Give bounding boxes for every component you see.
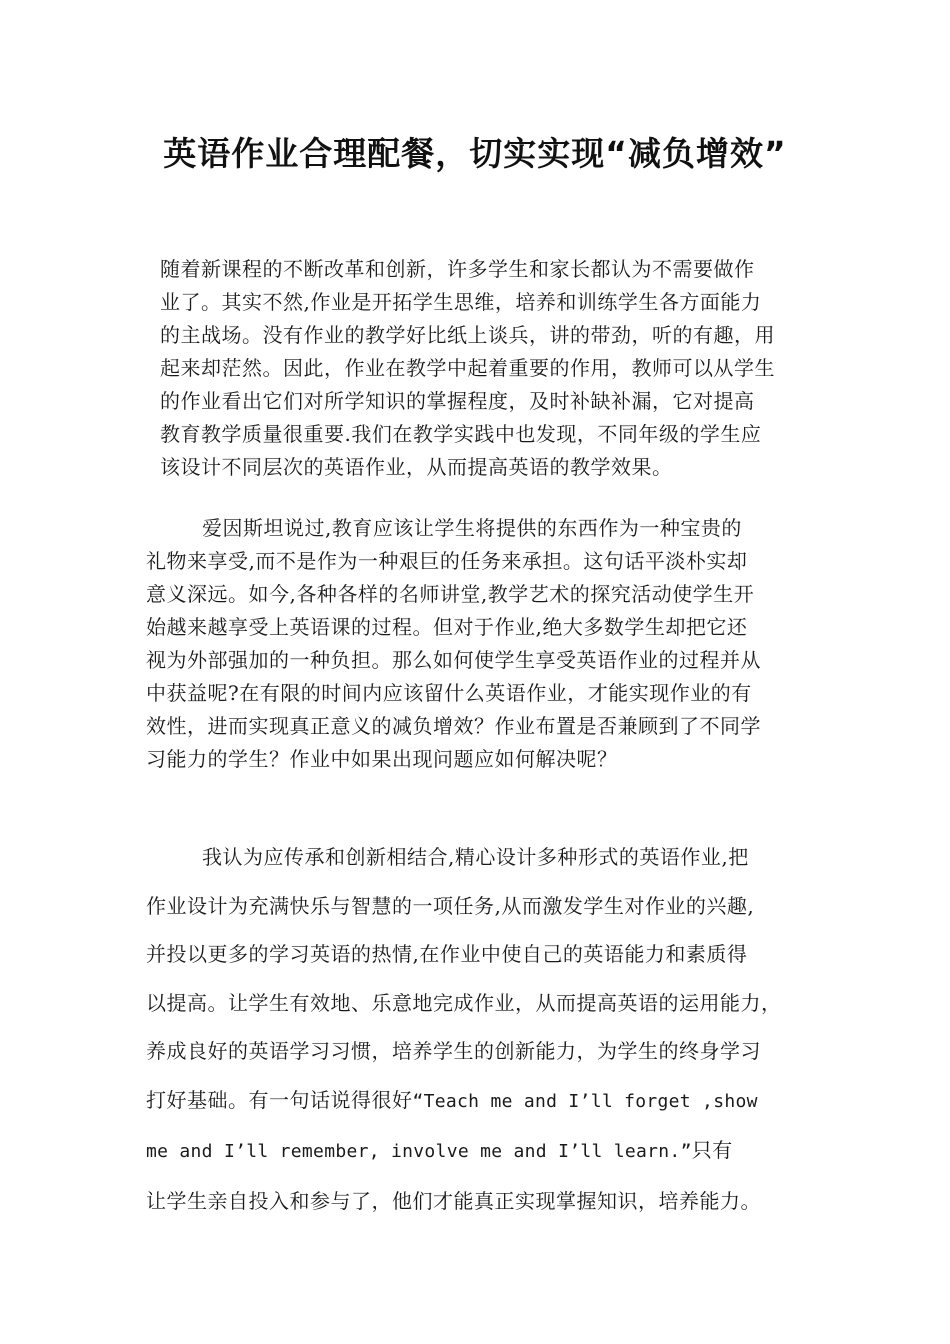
- paragraph-line: 并投以更多的学习英语的热情,在作业中使自己的英语能力和素质得: [146, 942, 748, 966]
- paragraph-line: 习能力的学生？作业中如果出现问题应如何解决呢？: [146, 747, 618, 771]
- paragraph-line: 视为外部强加的一种负担。那么如何使学生享受英语作业的过程并从: [146, 648, 761, 672]
- paragraph-2: [146, 512, 761, 776]
- document-title: 英语作业合理配餐，切实实现“减负增效”: [163, 134, 787, 173]
- paragraph-line: 礼物来享受,而不是作为一种艰巨的任务来承担。这句话平淡朴实却: [146, 549, 748, 573]
- paragraph-1: [160, 253, 775, 484]
- paragraph-line: 以提高。让学生有效地、乐意地完成作业，从而提高英语的运用能力，: [146, 990, 782, 1015]
- paragraph-line: 作业设计为充满快乐与智慧的一项任务,从而激发学生对作业的兴趣,: [146, 893, 755, 918]
- quote-line-2: [146, 1126, 782, 1177]
- paragraph-line: 让学生亲自投入和参与了，他们才能真正实现掌握知识，培养能力。: [146, 1188, 761, 1213]
- english-quote-part-1: “Teach me and I’ll forget ,show: [412, 1090, 758, 1112]
- paragraph-line: 的作业看出它们对所学知识的掌握程度，及时补缺补漏，它对提高: [160, 389, 755, 413]
- paragraph-line: 中获益呢?在有限的时间内应该留什么英语作业，才能实现作业的有: [146, 681, 752, 705]
- paragraph-line: 该设计不同层次的英语作业，从而提高英语的教学效果。: [160, 455, 673, 479]
- quote-line-suffix: 只有: [691, 1138, 733, 1162]
- paragraph-line: 始越来越享受上英语课的过程。但对于作业,绝大多数学生却把它还: [146, 615, 748, 639]
- paragraph-line: 的主战场。没有作业的教学好比纸上谈兵，讲的带劲，听的有趣，用: [160, 323, 775, 347]
- paragraph-line: 业了。其实不然,作业是开拓学生思维，培养和训练学生各方面能力: [160, 290, 762, 314]
- paragraph-line: 效性，进而实现真正意义的减负增效？作业布置是否兼顾到了不同学: [146, 714, 761, 738]
- paragraph-line: 起来却茫然。因此，作业在教学中起着重要的作用，教师可以从学生: [160, 356, 775, 380]
- paragraph-line: 意义深远。如今,各种各样的名师讲堂,教学艺术的探究活动使学生开: [146, 582, 755, 606]
- paragraph-3: [146, 833, 782, 1225]
- paragraph-line: 爱因斯坦说过,教育应该让学生将提供的东西作为一种宝贵的: [202, 516, 742, 540]
- english-quote-part-2: me and I’ll remember, involve me and I’ll learn.”: [146, 1141, 692, 1162]
- paragraph-line: 教育教学质量很重要.我们在教学实践中也发现，不同年级的学生应: [160, 422, 762, 446]
- quote-line-1: [146, 1076, 782, 1127]
- paragraph-line: 随着新课程的不断改革和创新，许多学生和家长都认为不需要做作: [160, 257, 755, 281]
- paragraph-line: 我认为应传承和创新相结合,精心设计多种形式的英语作业,把: [202, 845, 749, 869]
- paragraph-line: 养成良好的英语学习习惯，培养学生的创新能力，为学生的终身学习: [146, 1039, 761, 1063]
- quote-line-prefix: 打好基础。有一句话说得很好: [146, 1087, 413, 1112]
